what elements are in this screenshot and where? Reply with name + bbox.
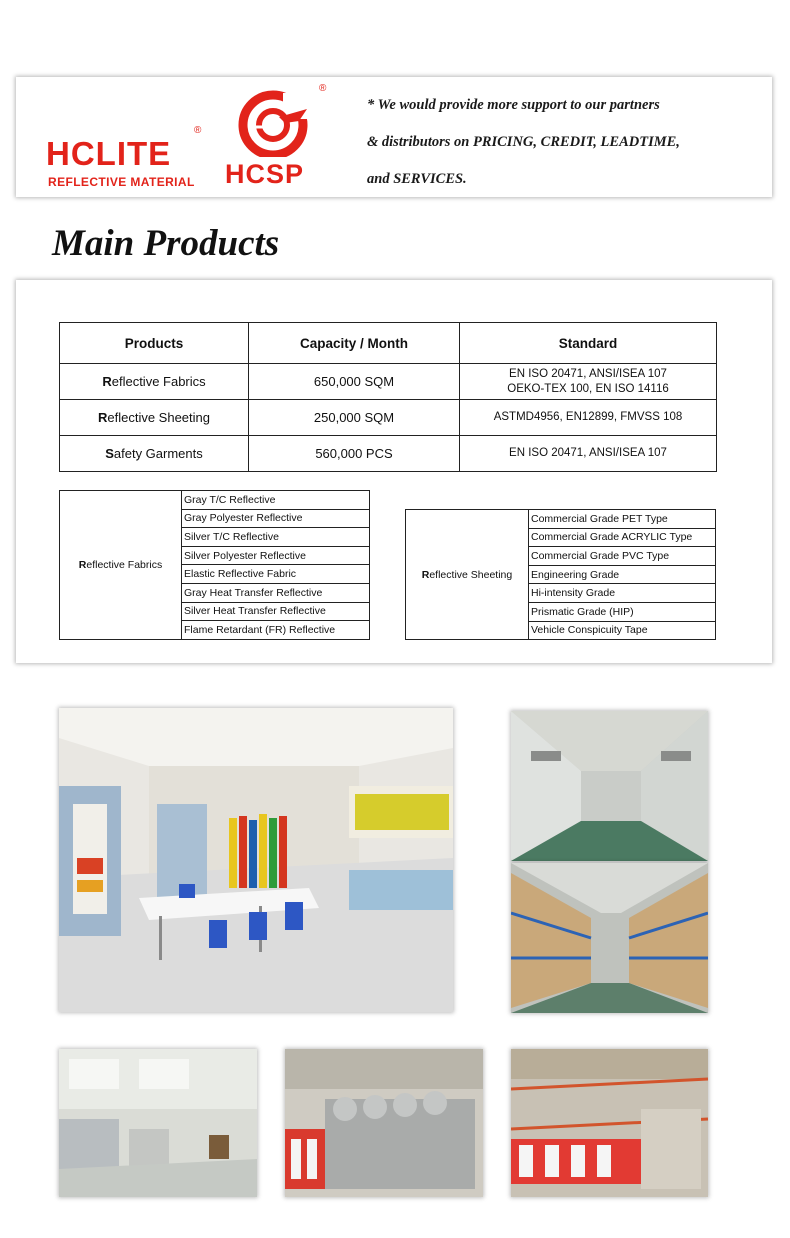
capacity-cell: 650,000 SQM [249, 364, 460, 400]
capacity-cell: 250,000 SQM [249, 400, 460, 436]
list-item: Silver T/C Reflective [182, 528, 370, 547]
product-cell [60, 400, 249, 436]
sheeting-table [405, 509, 716, 640]
list-item: Gray Heat Transfer Reflective [182, 583, 370, 602]
tagline-line: * We would provide more support to our partners [367, 97, 660, 113]
product-name: afety Garments [113, 446, 203, 461]
products-card [16, 280, 772, 663]
table-row [406, 510, 716, 529]
product-cell [60, 364, 249, 400]
group-cell [406, 510, 529, 640]
hclite-name: HCLITE [46, 135, 172, 172]
hcsp-logo [221, 85, 336, 195]
capacity-cell: 560,000 PCS [249, 436, 460, 472]
product-name: eflective Fabrics [111, 374, 206, 389]
standard-cell: EN ISO 20471, ANSI/ISEA 107 [460, 436, 717, 472]
list-item: Commercial Grade PVC Type [529, 547, 716, 566]
table-row [60, 491, 370, 510]
initial: R [97, 410, 108, 425]
registered-mark: ® [194, 125, 202, 136]
list-item: Elastic Reflective Fabric [182, 565, 370, 584]
list-item: Gray Polyester Reflective [182, 509, 370, 528]
workshop-photo [511, 711, 708, 861]
warehouse-photo [511, 863, 708, 1013]
capacity-table [59, 322, 717, 472]
section-title: Main Products [52, 223, 280, 264]
tagline-line: & distributors on PRICING, CREDIT, LEADTIME, [367, 134, 680, 150]
list-item: Silver Heat Transfer Reflective [182, 602, 370, 621]
list-item: Silver Polyester Reflective [182, 546, 370, 565]
column-header: Standard [460, 323, 717, 364]
group-cell [60, 491, 182, 640]
product-name: eflective Sheeting [107, 410, 210, 425]
table-row [60, 364, 717, 400]
initial: S [105, 446, 114, 461]
standard-line: EN ISO 20471, ANSI/ISEA 107 [509, 367, 667, 380]
standard-cell: ASTMD4956, EN12899, FMVSS 108 [460, 400, 717, 436]
list-item: Engineering Grade [529, 565, 716, 584]
hclite-subtitle: REFLECTIVE MATERIAL [48, 175, 195, 189]
list-item: Vehicle Conspicuity Tape [529, 621, 716, 640]
hcsp-emblem-icon [235, 87, 315, 157]
finished-goods-photo [511, 1049, 708, 1197]
group-name: eflective Fabrics [86, 558, 163, 571]
fabrics-table [59, 490, 370, 640]
showroom-photo [59, 708, 453, 1012]
initial: R [102, 374, 112, 389]
table-row [60, 436, 717, 472]
hclite-logo [46, 125, 206, 197]
hcsp-name: HCSP [225, 159, 305, 189]
column-header: Capacity / Month [249, 323, 460, 364]
column-header: Products [60, 323, 249, 364]
tagline-line: and SERVICES. [367, 171, 467, 187]
tagline [367, 87, 767, 198]
product-cell [60, 436, 249, 472]
standard-line: OEKO-TEX 100, EN ISO 14116 [507, 382, 669, 395]
list-item: Hi-intensity Grade [529, 584, 716, 603]
registered-mark: ® [319, 83, 327, 94]
list-item: Commercial Grade ACRYLIC Type [529, 528, 716, 547]
table-row [60, 400, 717, 436]
initial: R [421, 568, 430, 581]
list-item: Prismatic Grade (HIP) [529, 602, 716, 621]
list-item: Flame Retardant (FR) Reflective [182, 621, 370, 640]
initial: R [78, 558, 87, 571]
list-item: Gray T/C Reflective [182, 491, 370, 510]
group-name: eflective Sheeting [429, 568, 513, 581]
header-banner [16, 77, 772, 197]
tape-rolls-photo [285, 1049, 483, 1197]
standard-cell [460, 364, 717, 400]
list-item: Commercial Grade PET Type [529, 510, 716, 529]
table-header-row [60, 323, 717, 364]
production-photo [59, 1049, 257, 1197]
